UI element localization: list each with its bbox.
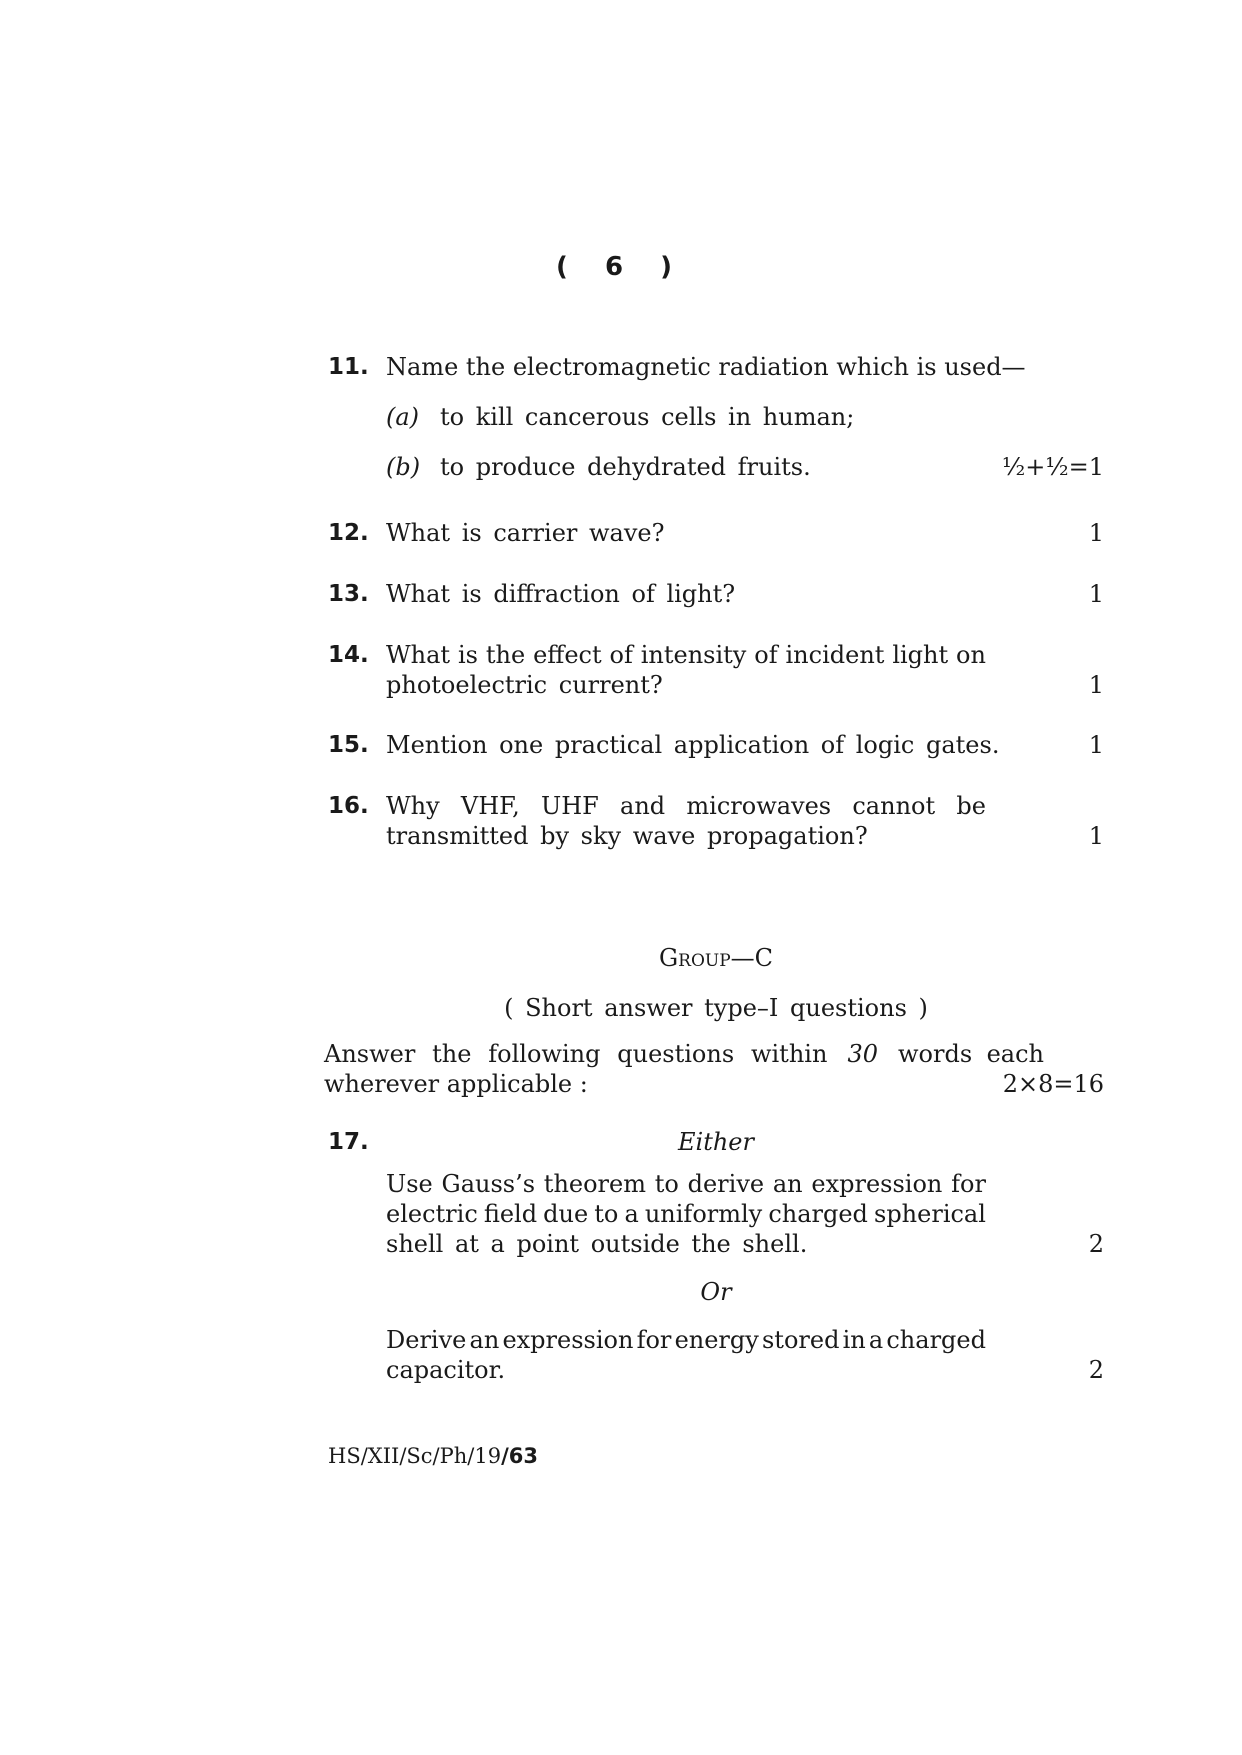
question-12 [328,518,1104,550]
marks: 2 [1088,1230,1104,1258]
word: Derive [386,1326,467,1354]
word: Answer [324,1040,416,1068]
word: energy [674,1326,759,1354]
question-17 [328,1127,1104,1387]
sub-question-a [386,402,854,432]
word: Gauss’s [441,1170,536,1198]
word: electric [386,1200,478,1228]
word: theorem [543,1170,646,1198]
group-subtitle: ( Short answer type–I questions ) [504,994,928,1022]
word: to [594,1200,619,1228]
question-text-line [386,1325,986,1355]
word: expression [502,1326,634,1354]
page-serial: /63 [501,1444,538,1468]
question-text-line [386,791,986,821]
question-text-line [386,1169,986,1199]
word: spherical [874,1200,986,1228]
question-text: What is diffraction of light? [386,580,736,608]
question-number: 15. [328,732,369,758]
word: charged [768,1200,868,1228]
question-text-line: transmitted by sky wave propagation? [386,822,868,850]
question-text-line: capacitor. [386,1356,506,1384]
sub-question-b [386,452,811,482]
question-number: 12. [328,520,369,546]
word: Why [386,792,440,820]
word: is [457,641,478,669]
marks: 1 [1088,731,1104,759]
marks: 1 [1088,519,1104,547]
group-marks: 2×8=16 [1002,1070,1104,1098]
question-16 [328,791,1104,853]
question-13 [328,579,1104,611]
word: a [868,1326,884,1354]
word: field [483,1200,538,1228]
sub-label: (b) [386,453,421,481]
footer-code [328,1444,538,1468]
group-title: Group—C [658,944,774,972]
word: questions [617,1040,735,1068]
question-14 [328,640,1104,702]
word: in [842,1326,866,1354]
word: incident [785,641,885,669]
instruction-part [898,1039,1044,1069]
marks: 1 [1088,822,1104,850]
instruction-part [324,1039,827,1069]
word: for [636,1326,672,1354]
question-text-line [386,1199,986,1229]
group-instructions [324,1039,1044,1099]
instruction-line: wherever applicable : [324,1070,588,1098]
word: Use [386,1170,433,1198]
marks: 1 [1088,580,1104,608]
word: within [750,1040,828,1068]
question-11 [328,352,1104,482]
word: derive [687,1170,765,1198]
question-text: Mention one practical application of logic gates. [386,731,1000,759]
question-text-line [386,640,986,670]
sub-text: to produce dehydrated fruits. [440,453,811,481]
question-text-line: shell at a point outside the shell. [386,1230,808,1258]
word: and [620,792,666,820]
word: each [986,1040,1044,1068]
question-number: 17. [328,1129,369,1155]
question-number: 13. [328,581,369,607]
word-limit: 30 [847,1040,878,1068]
word: microwaves [686,792,832,820]
or-label: Or [700,1278,732,1306]
question-text: Name the electromagnetic radiation which is used— [386,353,1026,381]
marks: 2 [1088,1356,1104,1384]
page-number: ( 6 ) [556,252,686,282]
question-number: 11. [328,354,369,380]
word: What [386,641,451,669]
word: be [956,792,986,820]
word: UHF [540,792,599,820]
marks: 1 [1088,671,1104,699]
word: VHF, [460,792,520,820]
word: an [469,1326,500,1354]
word: of [754,641,778,669]
marks: ½+½=1 [1001,453,1104,481]
word: stored [761,1326,840,1354]
word: charged [886,1326,986,1354]
word: a [624,1200,639,1228]
word: for [951,1170,986,1198]
question-text: What is carrier wave? [386,519,665,547]
word: the [485,641,526,669]
word: cannot [852,792,936,820]
question-number: 14. [328,642,369,668]
group-heading [324,943,1104,1098]
word: the [432,1040,472,1068]
either-label: Either [678,1128,754,1156]
word: expression [811,1170,943,1198]
word: words [898,1040,973,1068]
word: on [956,641,986,669]
word: light [892,641,949,669]
word: intensity [640,641,747,669]
word: due [543,1200,589,1228]
question-15 [328,730,1104,762]
word: following [488,1040,601,1068]
word: of [609,641,633,669]
paper-code: HS/XII/Sc/Ph/19 [328,1444,502,1468]
sub-label: (a) [386,403,420,431]
question-number: 16. [328,793,369,819]
word: effect [533,641,602,669]
question-text-line: photoelectric current? [386,671,663,699]
word: to [654,1170,679,1198]
sub-text: to kill cancerous cells in human; [440,403,855,431]
word: an [772,1170,803,1198]
word: uniformly [644,1200,763,1228]
